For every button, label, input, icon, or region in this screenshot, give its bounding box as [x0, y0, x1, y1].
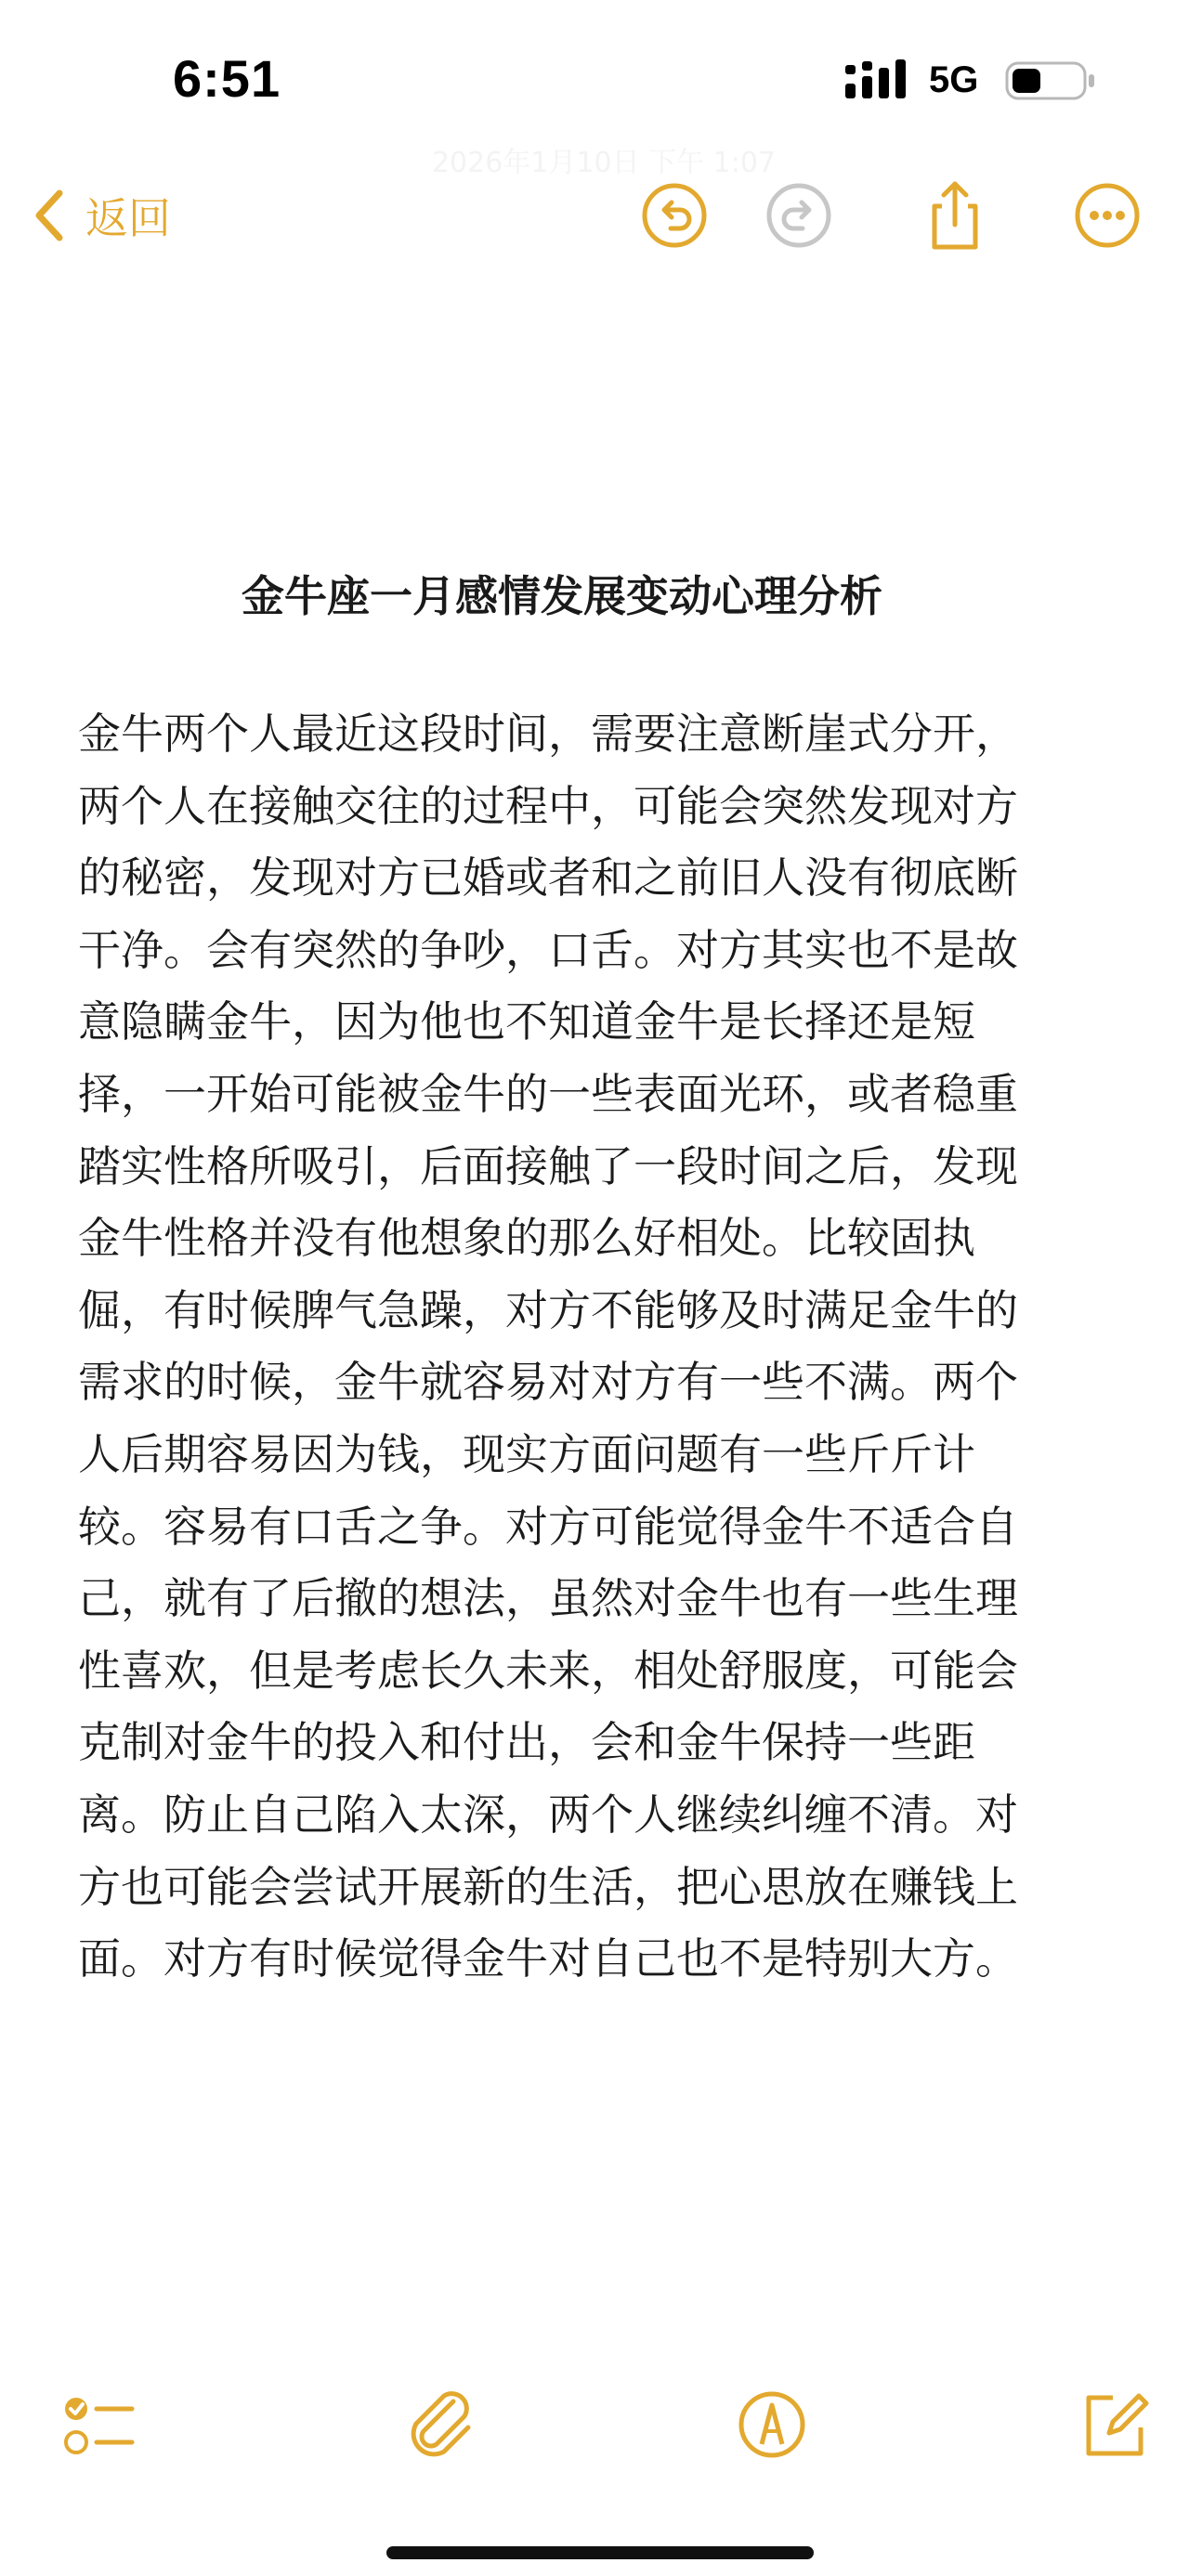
more-button[interactable] — [1070, 178, 1144, 253]
compose-button[interactable] — [1072, 2383, 1156, 2466]
home-indicator — [386, 2546, 814, 2559]
markup-pen-icon — [730, 2383, 814, 2466]
note-title[interactable]: 金牛座一月感情发展变动心理分析 — [242, 571, 882, 621]
checklist-button[interactable] — [56, 2383, 139, 2466]
note-line: 性喜欢，但是考虑长久未来，相处舒服度，可能会 — [78, 1645, 1018, 1696]
chevron-left-icon — [33, 188, 65, 243]
note-date: 2026年1月10日 下午 1:07 — [431, 147, 777, 179]
cellular-signal-icon — [843, 59, 918, 100]
note-line: 离。防止自己陷入太深，两个人继续纠缠不清。对 — [78, 1789, 1018, 1840]
share-icon — [918, 178, 992, 253]
note-line: 己，就有了后撤的想法，虽然对金牛也有一些生理 — [78, 1573, 1018, 1624]
markup-button[interactable] — [730, 2383, 814, 2466]
checklist-icon — [56, 2383, 139, 2466]
note-line: 择，一开始可能被金牛的一些表面光环，或者稳重 — [78, 1068, 1018, 1119]
back-label: 返回 — [85, 193, 171, 243]
note-line: 克制对金牛的投入和付出，会和金牛保持一些距 — [78, 1717, 975, 1768]
nav-bar — [0, 167, 1189, 269]
redo-icon — [762, 178, 836, 253]
battery-icon — [1005, 61, 1098, 100]
note-line: 金牛性格并没有他想象的那么好相处。比较固执 — [78, 1213, 975, 1264]
note-line: 方也可能会尝试开展新的生活，把心思放在赚钱上 — [78, 1861, 1018, 1912]
back-button[interactable] — [33, 178, 171, 253]
compose-icon — [1072, 2383, 1156, 2466]
note-line: 较。容易有口舌之争。对方可能觉得金牛不适合自 — [78, 1501, 1018, 1552]
note-line: 倔，有时候脾气急躁，对方不能够及时满足金牛的 — [78, 1284, 1018, 1335]
attachment-button[interactable] — [399, 2383, 483, 2466]
note-line: 意隐瞒金牛，因为他也不知道金牛是长择还是短 — [78, 996, 975, 1047]
paperclip-icon — [399, 2383, 483, 2466]
redo-button[interactable] — [762, 178, 836, 253]
status-time: 6:51 — [173, 49, 281, 108]
note-line: 两个人在接触交往的过程中，可能会突然发现对方 — [78, 780, 1018, 831]
note-line: 面。对方有时候觉得金牛对自己也不是特别大方。 — [78, 1933, 1018, 1984]
note-line: 干净。会有突然的争吵，口舌。对方其实也不是故 — [78, 924, 1018, 975]
note-line: 需求的时候，金牛就容易对对方有一些不满。两个 — [78, 1357, 1018, 1408]
note-line: 金牛两个人最近这段时间，需要注意断崖式分开， — [78, 709, 1018, 759]
more-icon — [1070, 178, 1144, 253]
note-line: 踏实性格所吸引，后面接触了一段时间之后，发现 — [78, 1140, 1018, 1191]
share-button[interactable] — [918, 178, 992, 253]
note-line: 人后期容易因为钱，现实方面问题有一些斤斤计 — [78, 1428, 975, 1479]
undo-icon — [637, 178, 712, 253]
status-bar — [0, 0, 1189, 139]
note-line: 的秘密，发现对方已婚或者和之前旧人没有彻底断 — [78, 852, 1018, 904]
undo-button[interactable] — [637, 178, 712, 253]
note-body[interactable] — [78, 698, 1118, 1996]
network-type-label: 5G — [929, 59, 979, 100]
